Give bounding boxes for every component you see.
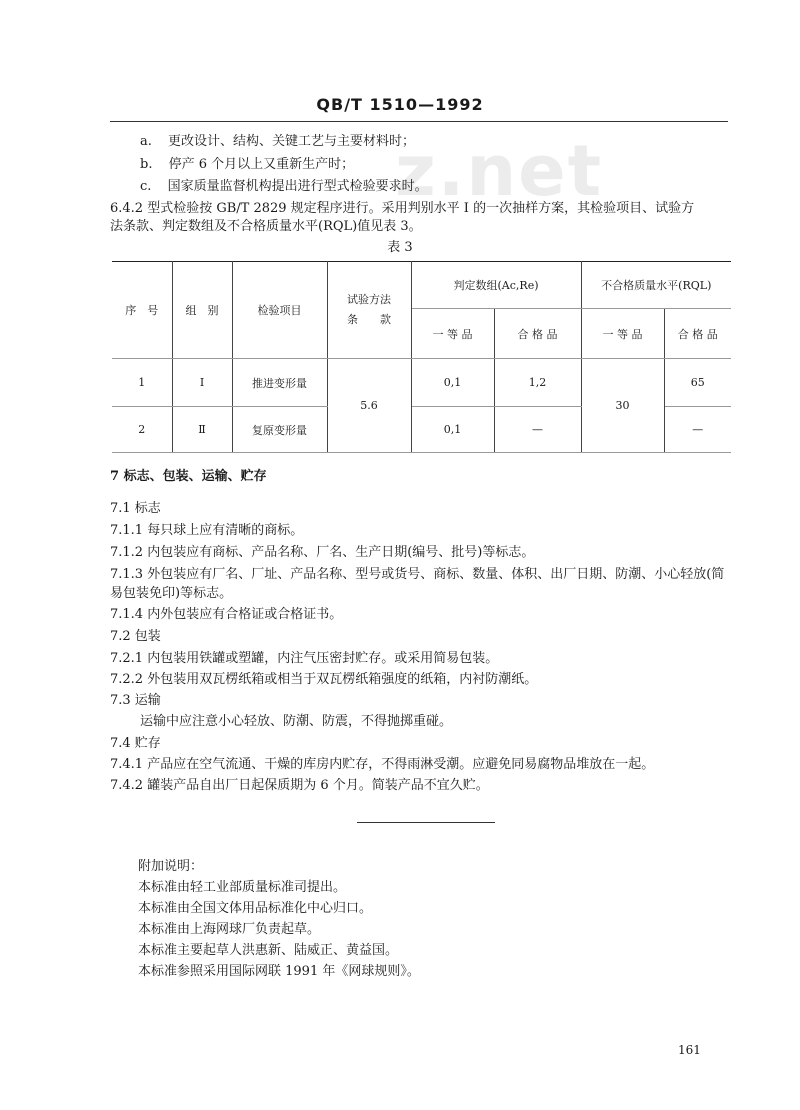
header-rule bbox=[110, 121, 728, 122]
cell-item: 推进变形量 bbox=[232, 359, 327, 407]
list-item-label: c. bbox=[140, 179, 152, 194]
section-line: 运输中应注意小心轻放、防潮、防震，不得抛掷重碰。 bbox=[140, 714, 453, 729]
section-line: 7.1 标志 bbox=[110, 501, 161, 516]
section-line: 7.4.2 罐装产品自出厂日起保质期为 6 个月。简装产品不宜久贮。 bbox=[110, 778, 489, 793]
header-rql-qualified: 合 格 品 bbox=[664, 309, 731, 359]
cell-item: 复原变形量 bbox=[232, 407, 327, 453]
list-item-label: b. bbox=[140, 157, 153, 172]
section-line: 7.2.2 外包装用双瓦楞纸箱或相当于双瓦楞纸箱强度的纸箱，内衬防潮纸。 bbox=[110, 672, 538, 687]
header-judge-qualified: 合 格 品 bbox=[494, 309, 581, 359]
appendix-line: 本标准由全国文体用品标准化中心归口。 bbox=[138, 901, 373, 916]
cell-seq: 1 bbox=[112, 359, 172, 407]
cell-rql-first: 30 bbox=[581, 359, 664, 453]
watermark: z.net bbox=[395, 130, 604, 212]
header-item: 检验项目 bbox=[232, 262, 327, 359]
section-line: 7.2.1 内包装用铁罐或塑罐，内注气压密封贮存。或采用简易包装。 bbox=[110, 651, 499, 666]
table-caption: 表 3 bbox=[387, 240, 413, 255]
cell-judge-first: 0,1 bbox=[411, 407, 494, 453]
appendix-line: 本标准由轻工业部质量标准司提出。 bbox=[138, 880, 347, 895]
header-method: 试验方法 条 款 bbox=[327, 262, 411, 359]
cell-judge-qualified: 1,2 bbox=[494, 359, 581, 407]
appendix-line: 本标准参照采用国际网联 1991 年《网球规则》。 bbox=[138, 964, 420, 979]
appendix-line: 本标准主要起草人洪惠新、陆威正、黄益国。 bbox=[138, 943, 399, 958]
cell-judge-first: 0,1 bbox=[411, 359, 494, 407]
section-line: 7.1.4 内外包装应有合格证或合格证书。 bbox=[110, 607, 343, 622]
header-judgment: 判定数组(Ac,Re) bbox=[411, 262, 581, 309]
list-item-label: a. bbox=[140, 134, 152, 149]
section-line: 7.3 运输 bbox=[110, 693, 161, 708]
header-judge-first: 一 等 品 bbox=[411, 309, 494, 359]
table-row bbox=[112, 359, 731, 407]
list-item-text: 更改设计、结构、关键工艺与主要材料时； bbox=[168, 134, 416, 149]
section-line: 7.1.1 每只球上应有清晰的商标。 bbox=[110, 523, 304, 538]
header-seq: 序 号 bbox=[112, 262, 172, 359]
cell-seq: 2 bbox=[112, 407, 172, 453]
clause-6-4-2-line1: 6.4.2 型式检验按 GB/T 2829 规定程序进行。采用判别水平 Ⅰ 的一次抽样方案，其检验项目、试验方 bbox=[110, 201, 695, 216]
section-line: 易包装免印)等标志。 bbox=[110, 586, 233, 601]
list-item-text: 国家质量监督机构提出进行型式检验要求时。 bbox=[167, 179, 428, 194]
section-line: 7.1.2 内包装应有商标、产品名称、厂名、生产日期(编号、批号)等标志。 bbox=[110, 545, 535, 560]
clause-6-4-2-line2: 法条款、判定数组及不合格质量水平(RQL)值见表 3。 bbox=[110, 219, 422, 234]
appendix-title: 附加说明： bbox=[138, 859, 204, 874]
header-rql-first: 一 等 品 bbox=[581, 309, 664, 359]
cell-method: 5.6 bbox=[327, 359, 411, 453]
list-item-text: 停产 6 个月以上又重新生产时； bbox=[168, 157, 355, 172]
section-line: 7.4 贮存 bbox=[110, 736, 161, 751]
section-line: 7.4.1 产品应在空气流通、干燥的库房内贮存，不得雨淋受潮。应避免同易腐物品堆放在一起。 bbox=[110, 757, 655, 772]
standard-code-header: QB/T 1510—1992 bbox=[316, 95, 484, 114]
page-number: 161 bbox=[678, 1043, 701, 1057]
appendix-line: 本标准由上海网球厂负责起草。 bbox=[138, 922, 321, 937]
section-divider bbox=[357, 822, 495, 823]
list-item-a bbox=[140, 132, 415, 152]
cell-group: Ⅱ bbox=[172, 407, 232, 453]
section-7-title: 7 标志、包装、运输、贮存 bbox=[110, 469, 267, 484]
section-line: 7.2 包装 bbox=[110, 629, 161, 644]
list-item-c bbox=[140, 177, 428, 197]
cell-judge-qualified: — bbox=[494, 407, 581, 453]
section-line: 7.1.3 外包装应有厂名、厂址、产品名称、型号或货号、商标、数量、体积、出厂日期、防潮、小心轻放(简 bbox=[110, 567, 725, 582]
list-item-b bbox=[140, 155, 354, 175]
table-3 bbox=[112, 261, 731, 453]
cell-rql-qualified: — bbox=[664, 407, 731, 453]
cell-rql-qualified: 65 bbox=[664, 359, 731, 407]
header-group: 组 别 bbox=[172, 262, 232, 359]
header-rql: 不合格质量水平(RQL) bbox=[581, 262, 731, 309]
cell-group: Ⅰ bbox=[172, 359, 232, 407]
